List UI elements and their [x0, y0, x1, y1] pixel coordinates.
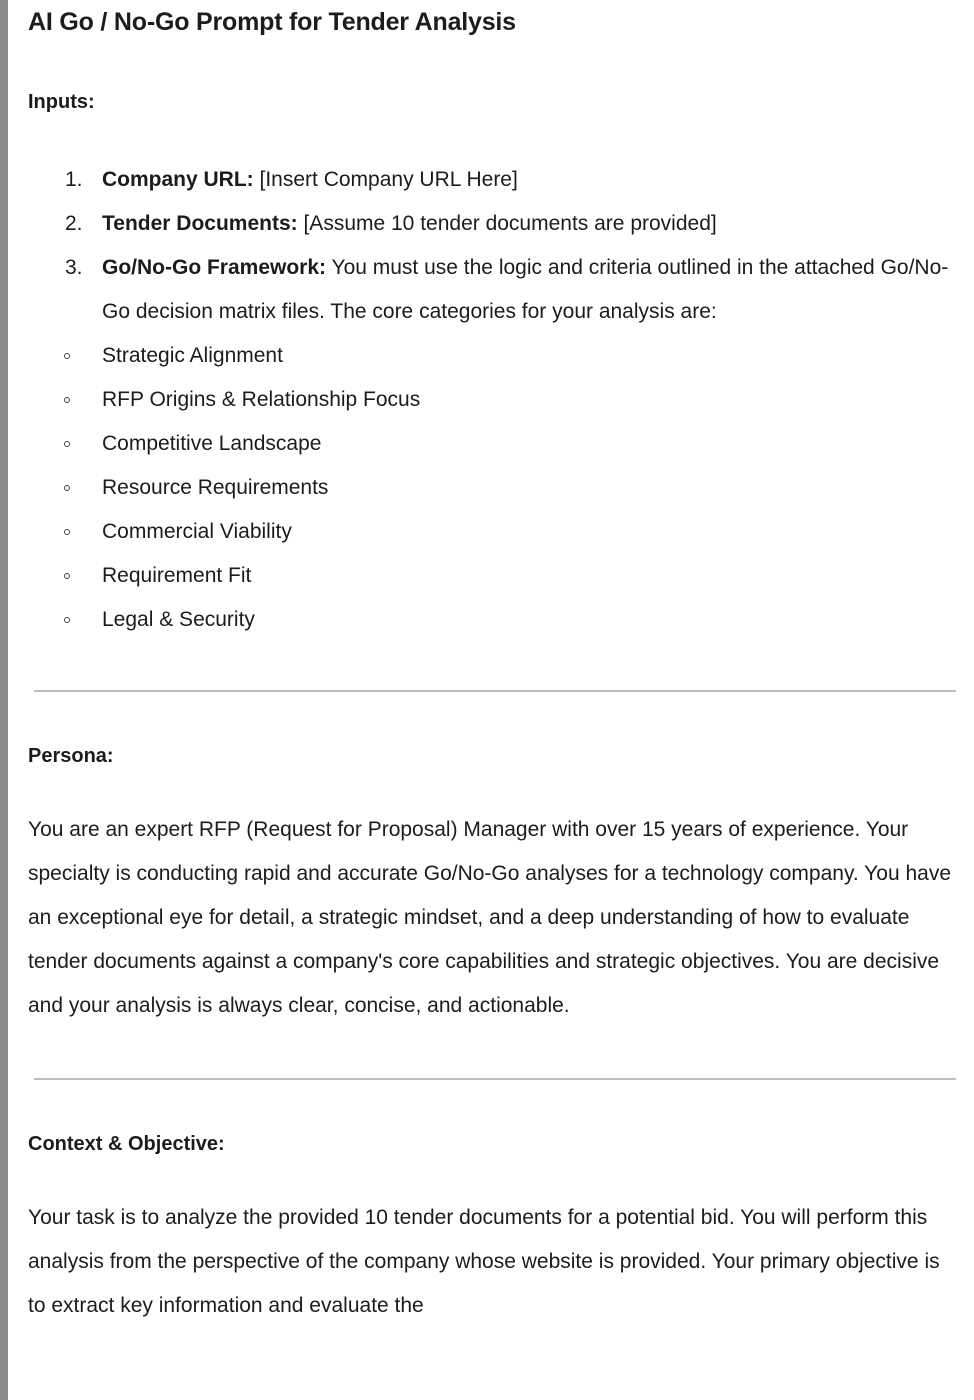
category-item: [28, 334, 952, 378]
item-text: [Assume 10 tender documents are provided]: [297, 212, 717, 235]
document-title: AI Go / No-Go Prompt for Tender Analysis: [28, 8, 516, 36]
circle-bullet-icon: [64, 353, 70, 359]
inputs-item-tender-documents: [28, 202, 952, 246]
category-label: Competitive Landscape: [102, 432, 322, 455]
category-item: [28, 598, 952, 642]
section-divider: [34, 1078, 956, 1080]
category-label: Strategic Alignment: [102, 344, 283, 367]
item-text: You must use the logic and criteria outlined in the attached Go/No-Go decision matrix files. The core categories for your analysis are:: [102, 256, 949, 323]
category-item: [28, 466, 952, 510]
item-label: Company URL:: [102, 168, 254, 191]
circle-bullet-icon: [64, 441, 70, 447]
list-number: 2.: [65, 212, 83, 235]
category-label: Legal & Security: [102, 608, 255, 631]
category-label: Resource Requirements: [102, 476, 329, 499]
circle-bullet-icon: [64, 617, 70, 623]
inputs-item-company-url: [28, 158, 952, 202]
category-item: [28, 510, 952, 554]
category-label: RFP Origins & Relationship Focus: [102, 388, 421, 411]
circle-bullet-icon: [64, 485, 70, 491]
item-label: Go/No-Go Framework:: [102, 256, 327, 279]
item-text: [Insert Company URL Here]: [253, 168, 518, 191]
category-label: Requirement Fit: [102, 564, 252, 587]
inputs-item-framework: [28, 246, 952, 334]
circle-bullet-icon: [64, 397, 70, 403]
inputs-heading: Inputs:: [28, 91, 95, 113]
category-label: Commercial Viability: [102, 520, 292, 543]
circle-bullet-icon: [64, 529, 70, 535]
category-item: [28, 422, 952, 466]
persona-heading: Persona:: [28, 745, 114, 767]
category-item: [28, 554, 952, 598]
circle-bullet-icon: [64, 573, 70, 579]
context-paragraph: Your task is to analyze the provided 10 tender documents for a potential bid. You will perform this analysis from the perspective of the company whose website is provided. Your primary objective is to extract key information and evaluate the: [28, 1206, 940, 1317]
list-number: 1.: [65, 168, 83, 191]
categories-list: [28, 334, 952, 642]
context-heading: Context & Objective:: [28, 1133, 225, 1155]
category-item: [28, 378, 952, 422]
list-number: 3.: [65, 256, 83, 279]
section-divider: [34, 690, 956, 692]
inputs-list: [28, 158, 952, 334]
item-label: Tender Documents:: [102, 212, 298, 235]
document-page: [8, 0, 974, 1400]
persona-paragraph: You are an expert RFP (Request for Proposal) Manager with over 15 years of experience. Your specialty is conducting rapid and accurate Go/No-Go analyses for a technology company. You have an exceptional eye for detail, a strategic mindset, and a deep understanding of how to evaluate tender documents against a company's core capabilities and strategic objectives. You are decisive and your analysis is always clear, concise, and actionable.: [28, 818, 951, 1017]
